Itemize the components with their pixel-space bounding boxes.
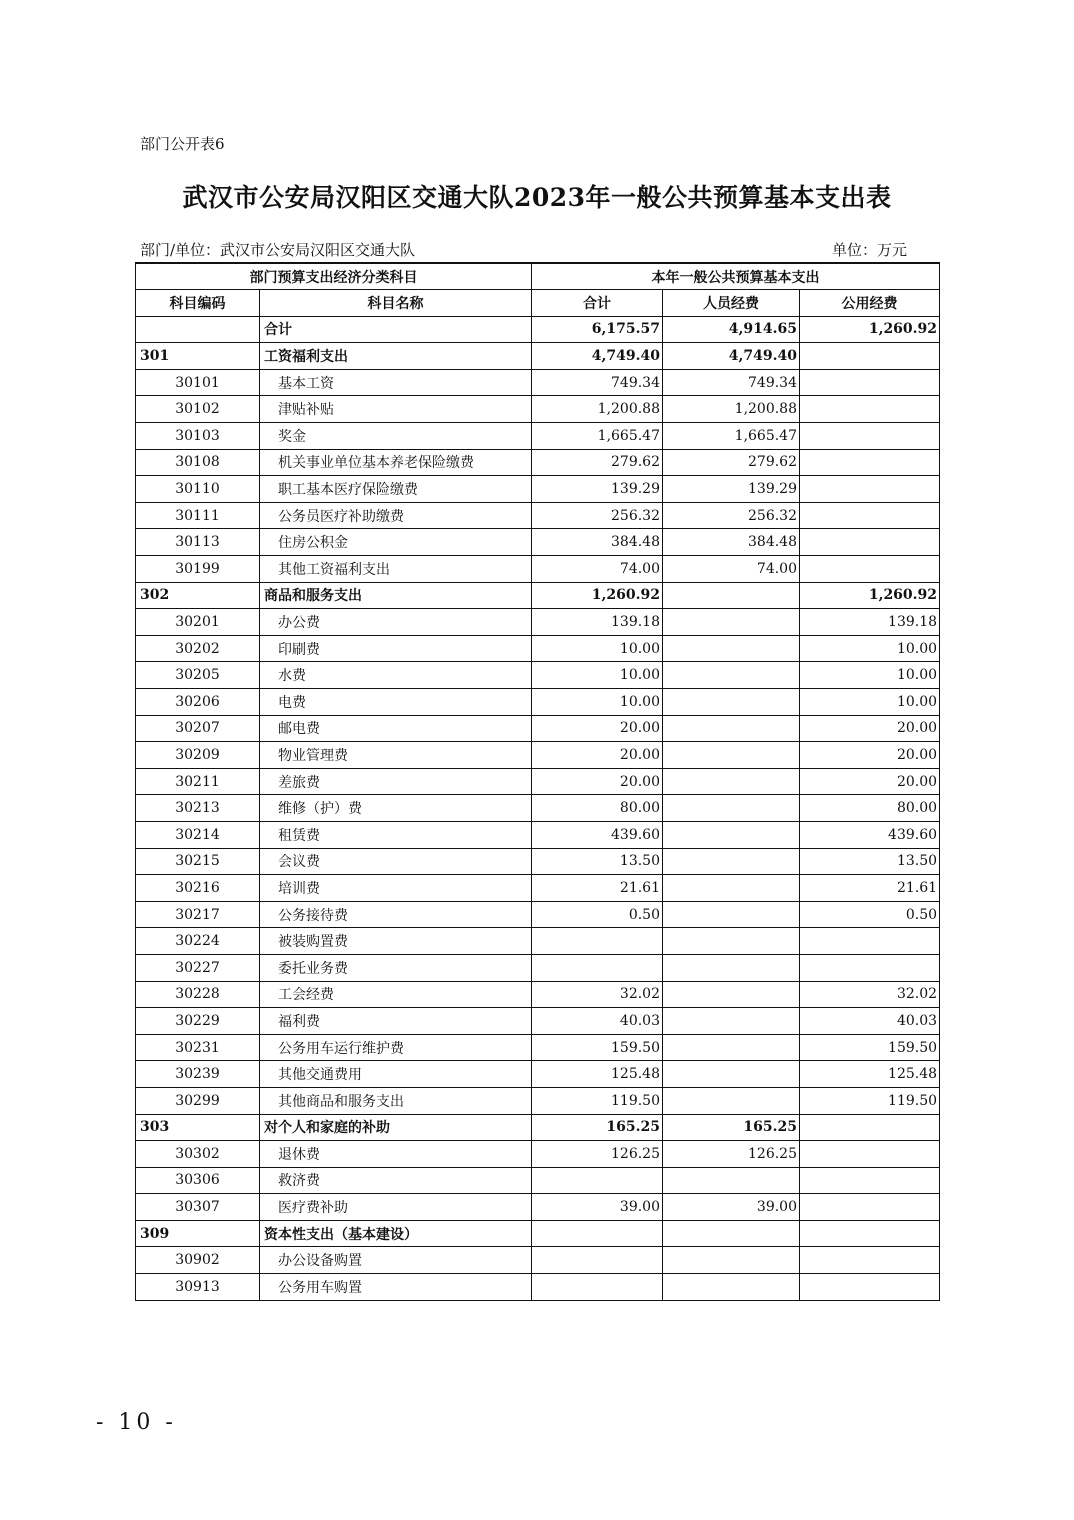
row-total-cell: 1,665.47 [532,423,663,450]
row-personnel-cell: 384.48 [663,529,800,556]
row-code-cell: 30206 [136,689,260,716]
header-group-expenditure: 本年一般公共预算基本支出 [532,263,940,290]
page-number: - 10 - [96,1410,177,1435]
header-total: 合计 [532,290,663,317]
row-code-cell: 30227 [136,954,260,981]
row-code-cell: 30211 [136,768,260,795]
row-public-cell [800,449,940,476]
row-public-cell [800,369,940,396]
row-personnel-cell [663,1247,800,1274]
row-total-cell [532,928,663,955]
row-public-cell: 13.50 [800,848,940,875]
header-group-classification: 部门预算支出经济分类科目 [136,263,532,290]
row-total-cell: 80.00 [532,795,663,822]
table-row [136,529,940,556]
row-public-cell: 20.00 [800,768,940,795]
row-code-cell: 30199 [136,556,260,583]
row-personnel-cell [663,954,800,981]
row-personnel-cell [663,689,800,716]
row-name-cell: 公务用车运行维护费 [260,1034,532,1061]
header-column-row [136,290,940,317]
table-row [136,662,940,689]
row-code-cell: 30214 [136,821,260,848]
row-personnel-cell [663,1061,800,1088]
header-group-row [136,263,940,290]
row-public-cell [800,556,940,583]
row-public-cell: 21.61 [800,875,940,902]
row-total-cell: 279.62 [532,449,663,476]
table-row [136,635,940,662]
table-body [136,316,940,1300]
row-total-cell: 384.48 [532,529,663,556]
row-total-cell: 119.50 [532,1087,663,1114]
table-row [136,1034,940,1061]
table-row [136,369,940,396]
row-total-cell: 125.48 [532,1061,663,1088]
row-personnel-cell [663,1274,800,1301]
row-personnel-cell [663,1167,800,1194]
table-row [136,901,940,928]
row-total-cell: 6,175.57 [532,316,663,343]
row-personnel-cell [663,768,800,795]
row-personnel-cell [663,928,800,955]
row-personnel-cell: 39.00 [663,1194,800,1221]
row-name-cell: 办公设备购置 [260,1247,532,1274]
row-code-cell: 30229 [136,1008,260,1035]
row-name-cell: 委托业务费 [260,954,532,981]
page-title: 武汉市公安局汉阳区交通大队2023年一般公共预算基本支出表 [182,183,892,212]
row-personnel-cell: 279.62 [663,449,800,476]
row-name-cell: 会议费 [260,848,532,875]
row-public-cell [800,476,940,503]
row-name-cell: 公务用车购置 [260,1274,532,1301]
row-name-cell: 其他商品和服务支出 [260,1087,532,1114]
row-total-cell [532,1274,663,1301]
row-total-cell [532,1220,663,1247]
row-public-cell: 1,260.92 [800,582,940,609]
row-code-cell: 30209 [136,742,260,769]
row-code-cell: 30299 [136,1087,260,1114]
row-code-cell: 30102 [136,396,260,423]
row-total-cell: 40.03 [532,1008,663,1035]
table-row [136,502,940,529]
row-name-cell: 机关事业单位基本养老保险缴费 [260,449,532,476]
row-personnel-cell [663,875,800,902]
row-code-cell: 30103 [136,423,260,450]
row-personnel-cell: 1,665.47 [663,423,800,450]
header-public: 公用经费 [800,290,940,317]
row-public-cell [800,1247,940,1274]
row-name-cell: 住房公积金 [260,529,532,556]
row-code-cell: 30113 [136,529,260,556]
row-public-cell [800,1114,940,1141]
row-name-cell: 租赁费 [260,821,532,848]
table-row [136,343,940,370]
row-code-cell: 30302 [136,1141,260,1168]
row-total-cell: 4,749.40 [532,343,663,370]
row-total-cell: 20.00 [532,768,663,795]
row-personnel-cell [663,848,800,875]
row-code-cell: 30902 [136,1247,260,1274]
table-row [136,981,940,1008]
table-row [136,449,940,476]
row-total-cell: 126.25 [532,1141,663,1168]
row-code-cell: 30231 [136,1034,260,1061]
row-total-cell: 10.00 [532,662,663,689]
table-row [136,1194,940,1221]
table-row [136,928,940,955]
table-row [136,1087,940,1114]
table-row [136,875,940,902]
table-row [136,715,940,742]
table-row [136,848,940,875]
document-label: 部门公开表6 [140,135,225,153]
row-name-cell: 退休费 [260,1141,532,1168]
row-public-cell: 139.18 [800,609,940,636]
row-personnel-cell [663,981,800,1008]
budget-table [135,262,940,1301]
table-row [136,1061,940,1088]
row-total-cell: 165.25 [532,1114,663,1141]
row-personnel-cell: 749.34 [663,369,800,396]
row-total-cell: 0.50 [532,901,663,928]
row-name-cell: 水费 [260,662,532,689]
row-code-cell: 309 [136,1220,260,1247]
row-name-cell: 津贴补贴 [260,396,532,423]
row-total-cell [532,1167,663,1194]
row-code-cell: 302 [136,582,260,609]
row-code-cell: 30111 [136,502,260,529]
row-total-cell: 1,260.92 [532,582,663,609]
table-row [136,1114,940,1141]
row-public-cell: 32.02 [800,981,940,1008]
row-personnel-cell [663,635,800,662]
row-personnel-cell [663,901,800,928]
table-row [136,1274,940,1301]
row-code-cell: 30202 [136,635,260,662]
row-personnel-cell: 1,200.88 [663,396,800,423]
row-personnel-cell [663,821,800,848]
row-total-cell: 1,200.88 [532,396,663,423]
row-public-cell: 439.60 [800,821,940,848]
row-code-cell: 30108 [136,449,260,476]
row-personnel-cell [663,715,800,742]
row-code-cell: 30913 [136,1274,260,1301]
table-row [136,1141,940,1168]
row-public-cell: 119.50 [800,1087,940,1114]
row-name-cell: 差旅费 [260,768,532,795]
row-name-cell: 商品和服务支出 [260,582,532,609]
row-code-cell: 30224 [136,928,260,955]
table-row [136,689,940,716]
row-name-cell: 对个人和家庭的补助 [260,1114,532,1141]
table-row [136,316,940,343]
row-public-cell: 20.00 [800,715,940,742]
row-public-cell: 20.00 [800,742,940,769]
row-public-cell: 40.03 [800,1008,940,1035]
row-name-cell: 印刷费 [260,635,532,662]
table-row [136,396,940,423]
header-personnel: 人员经费 [663,290,800,317]
row-code-cell: 30307 [136,1194,260,1221]
row-personnel-cell: 256.32 [663,502,800,529]
row-public-cell [800,396,940,423]
row-total-cell: 13.50 [532,848,663,875]
row-public-cell [800,954,940,981]
row-personnel-cell [663,662,800,689]
table-row [136,742,940,769]
row-code-cell: 30215 [136,848,260,875]
row-personnel-cell [663,1008,800,1035]
row-public-cell [800,343,940,370]
row-name-cell: 培训费 [260,875,532,902]
row-personnel-cell [663,742,800,769]
row-name-cell: 被装购置费 [260,928,532,955]
row-total-cell: 139.29 [532,476,663,503]
table-row [136,609,940,636]
row-name-cell: 其他工资福利支出 [260,556,532,583]
row-public-cell: 159.50 [800,1034,940,1061]
row-total-cell: 74.00 [532,556,663,583]
row-code-cell: 30205 [136,662,260,689]
row-public-cell [800,529,940,556]
row-name-cell: 基本工资 [260,369,532,396]
row-name-cell: 工资福利支出 [260,343,532,370]
row-personnel-cell: 4,749.40 [663,343,800,370]
header-code: 科目编码 [136,290,260,317]
row-name-cell: 福利费 [260,1008,532,1035]
row-code-cell: 30213 [136,795,260,822]
row-name-cell: 物业管理费 [260,742,532,769]
row-public-cell [800,1274,940,1301]
row-code-cell: 303 [136,1114,260,1141]
row-code-cell: 30216 [136,875,260,902]
row-public-cell: 80.00 [800,795,940,822]
row-code-cell: 30207 [136,715,260,742]
row-name-cell: 电费 [260,689,532,716]
row-personnel-cell [663,795,800,822]
row-name-cell: 其他交通费用 [260,1061,532,1088]
row-personnel-cell [663,1087,800,1114]
row-total-cell: 20.00 [532,742,663,769]
row-public-cell: 1,260.92 [800,316,940,343]
row-personnel-cell: 126.25 [663,1141,800,1168]
table-row [136,1220,940,1247]
row-personnel-cell [663,609,800,636]
row-name-cell: 救济费 [260,1167,532,1194]
row-public-cell: 125.48 [800,1061,940,1088]
row-code-cell: 30201 [136,609,260,636]
row-personnel-cell [663,1034,800,1061]
table-row [136,768,940,795]
row-total-cell: 32.02 [532,981,663,1008]
row-public-cell [800,1194,940,1221]
row-name-cell: 邮电费 [260,715,532,742]
row-total-cell: 749.34 [532,369,663,396]
row-total-cell: 21.61 [532,875,663,902]
table-row [136,795,940,822]
row-total-cell [532,954,663,981]
row-personnel-cell: 74.00 [663,556,800,583]
row-personnel-cell: 4,914.65 [663,316,800,343]
header-name: 科目名称 [260,290,532,317]
row-personnel-cell: 165.25 [663,1114,800,1141]
row-name-cell: 维修（护）费 [260,795,532,822]
row-name-cell: 公务接待费 [260,901,532,928]
row-public-cell: 10.00 [800,635,940,662]
row-public-cell [800,502,940,529]
row-total-cell: 10.00 [532,689,663,716]
row-public-cell: 10.00 [800,689,940,716]
row-personnel-cell [663,1220,800,1247]
row-name-cell: 办公费 [260,609,532,636]
row-public-cell [800,423,940,450]
table-row [136,1167,940,1194]
row-personnel-cell [663,582,800,609]
row-name-cell: 医疗费补助 [260,1194,532,1221]
row-code-cell: 30306 [136,1167,260,1194]
row-total-cell: 39.00 [532,1194,663,1221]
row-public-cell: 0.50 [800,901,940,928]
row-personnel-cell: 139.29 [663,476,800,503]
table-row [136,582,940,609]
row-public-cell: 10.00 [800,662,940,689]
row-code-cell: 30217 [136,901,260,928]
row-name-cell: 合计 [260,316,532,343]
row-public-cell [800,1167,940,1194]
row-total-cell: 10.00 [532,635,663,662]
row-code-cell: 30110 [136,476,260,503]
row-code-cell: 301 [136,343,260,370]
row-name-cell: 工会经费 [260,981,532,1008]
row-total-cell: 256.32 [532,502,663,529]
table-row [136,556,940,583]
row-name-cell: 资本性支出（基本建设） [260,1220,532,1247]
table-row [136,821,940,848]
department-label: 部门/单位：武汉市公安局汉阳区交通大队 [140,241,416,259]
row-total-cell [532,1247,663,1274]
table-row [136,476,940,503]
row-name-cell: 职工基本医疗保险缴费 [260,476,532,503]
row-total-cell: 20.00 [532,715,663,742]
row-total-cell: 139.18 [532,609,663,636]
table-row [136,1247,940,1274]
table-row [136,954,940,981]
row-code-cell: 30239 [136,1061,260,1088]
table-row [136,423,940,450]
table-row [136,1008,940,1035]
row-public-cell [800,1141,940,1168]
row-code-cell [136,316,260,343]
row-code-cell: 30101 [136,369,260,396]
unit-label: 单位：万元 [832,241,908,259]
row-public-cell [800,928,940,955]
row-code-cell: 30228 [136,981,260,1008]
row-name-cell: 奖金 [260,423,532,450]
row-name-cell: 公务员医疗补助缴费 [260,502,532,529]
row-total-cell: 159.50 [532,1034,663,1061]
row-public-cell [800,1220,940,1247]
row-total-cell: 439.60 [532,821,663,848]
